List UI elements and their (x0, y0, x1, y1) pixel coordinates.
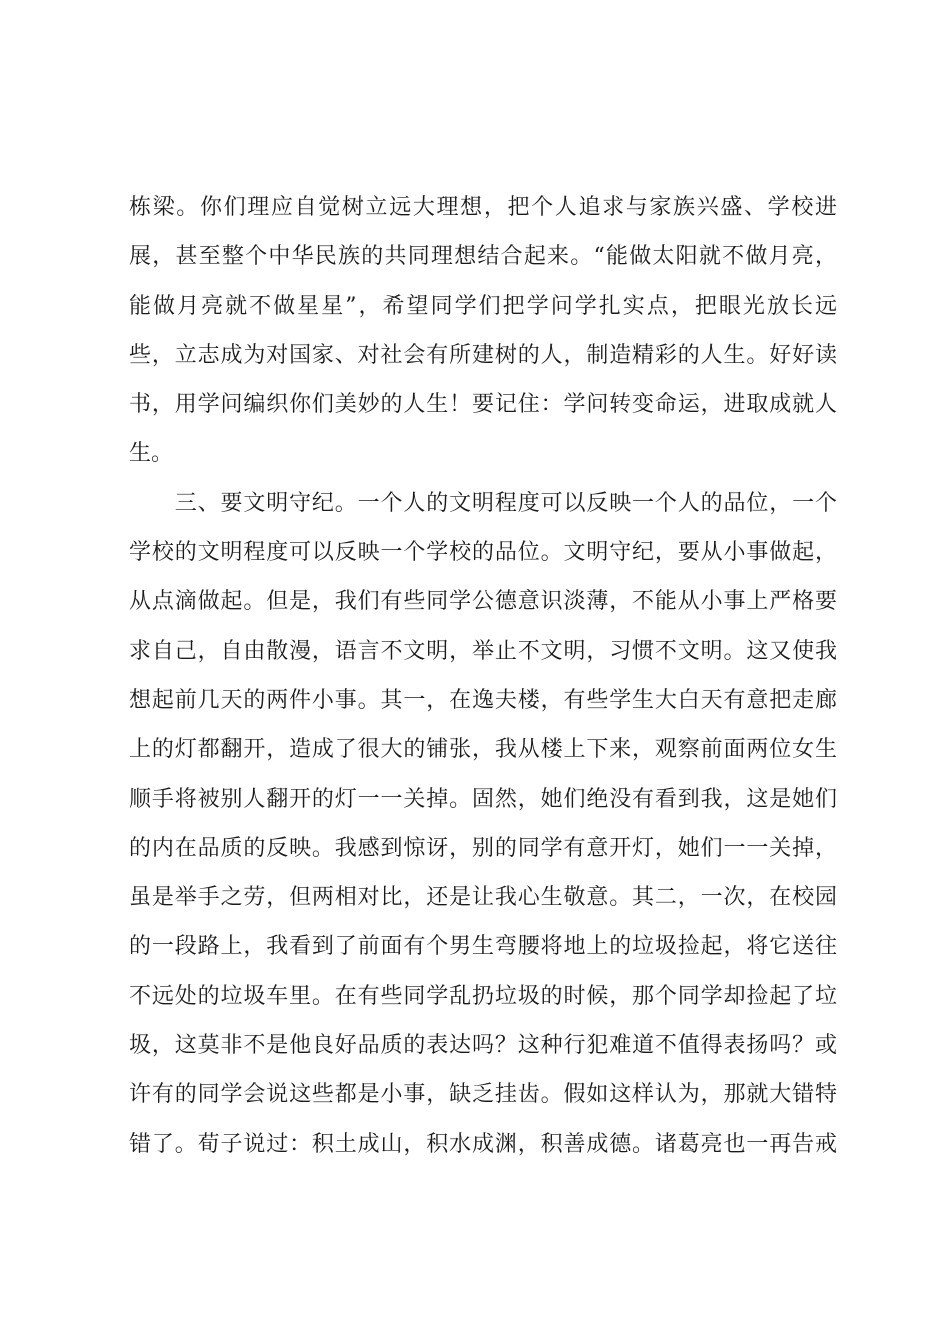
text-line: 书，用学问编织你们美妙的人生！要记住：学问转变命运，进取成就人 (129, 392, 837, 418)
text-line: 的一段路上，我看到了前面有个男生弯腰将地上的垃圾捡起，将它送往 (129, 934, 837, 960)
text-line: 三、要文明守纪。一个人的文明程度可以反映一个人的品位，一个 (129, 490, 837, 516)
paragraph-continuation (129, 183, 837, 479)
text-line: 的内在品质的反映。我感到惊讶，别的同学有意开灯，她们一一关掉， (129, 835, 837, 861)
text-line: 想起前几天的两件小事。其一，在逸夫楼，有些学生大白天有意把走廊 (129, 687, 837, 713)
text-line: 些，立志成为对国家、对社会有所建树的人，制造精彩的人生。好好读 (129, 342, 837, 368)
text-line: 从点滴做起。但是，我们有些同学公德意识淡薄，不能从小事上严格要 (129, 589, 837, 615)
text-line: 许有的同学会说这些都是小事，缺乏挂齿。假如这样认为，那就大错特 (129, 1082, 837, 1108)
text-line: 上的灯都翻开，造成了很大的铺张，我从楼上下来，观察前面两位女生 (129, 737, 837, 763)
paragraph-three (129, 479, 837, 1169)
text-line: 不远处的垃圾车里。在有些同学乱扔垃圾的时候，那个同学却捡起了垃 (129, 983, 837, 1009)
text-line: 生。 (129, 441, 174, 467)
text-line: 学校的文明程度可以反映一个学校的品位。文明守纪，要从小事做起， (129, 540, 837, 566)
text-line: 虽是举手之劳，但两相对比，还是让我心生敬意。其二，一次，在校园 (129, 885, 837, 911)
text-line: 求自己，自由散漫，语言不文明，举止不文明，习惯不文明。这又使我 (129, 638, 837, 664)
text-line: 错了。荀子说过：积土成山，积水成渊，积善成德。诸葛亮也一再告戒 (129, 1131, 837, 1157)
text-line: 圾，这莫非不是他良好品质的表达吗？这种行犯难道不值得表扬吗？或 (129, 1033, 837, 1059)
document-body (129, 183, 837, 1169)
text-line: 栋梁。你们理应自觉树立远大理想，把个人追求与家族兴盛、学校进 (129, 195, 837, 220)
text-line: 展，甚至整个中华民族的共同理想结合起来。“能做太阳就不做月亮， (129, 244, 837, 270)
text-line: 顺手将被别人翻开的灯一一关掉。固然，她们绝没有看到我，这是她们 (129, 786, 837, 812)
text-line: 能做月亮就不做星星”，希望同学们把学问学扎实点，把眼光放长远 (129, 293, 837, 319)
